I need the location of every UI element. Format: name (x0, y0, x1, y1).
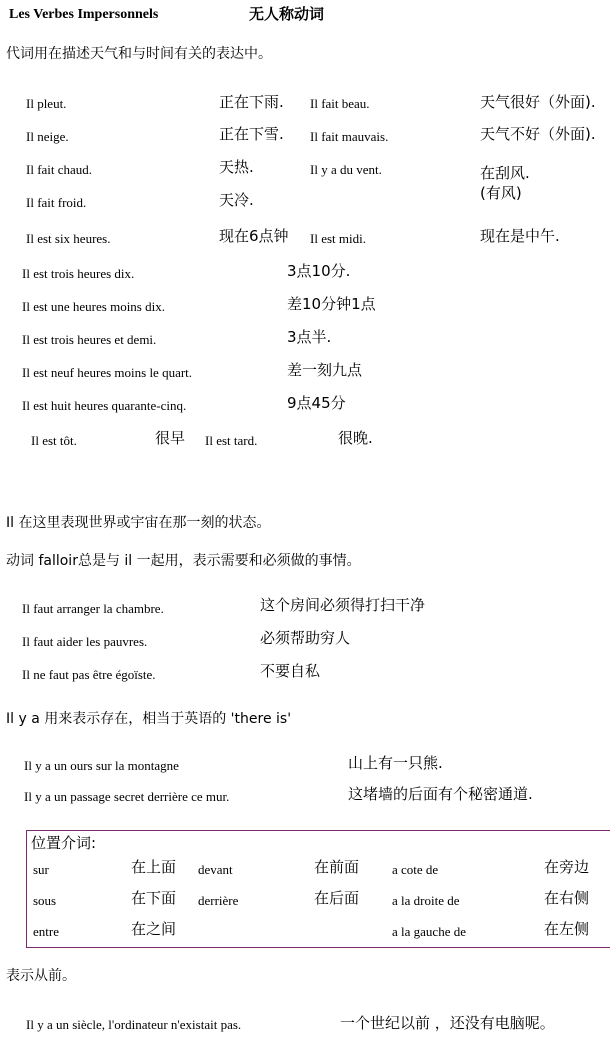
phrase-zh: 不要自私 (260, 662, 321, 680)
phrase-zh: 在刮风. (480, 164, 530, 182)
preposition-zh: 在后面 (314, 889, 360, 907)
preposition-zh: 在上面 (131, 858, 177, 876)
phrase-zh: 正在下雨. (219, 93, 284, 111)
preposition-fr: a la gauche de (392, 924, 466, 939)
note-il-y-a: Il y a 用来表示存在，相当于英语的 'there is' (6, 711, 292, 727)
preposition-zh: 在旁边 (544, 858, 590, 876)
phrase-zh: 差10分钟1点 (287, 295, 376, 313)
phrase-zh: 天气不好（外面). (480, 125, 596, 143)
preposition-fr: sur (33, 862, 49, 877)
preposition-zh: 在左侧 (544, 920, 590, 938)
preposition-zh: 在前面 (314, 858, 360, 876)
preposition-fr: a cote de (392, 862, 439, 877)
phrase-zh: 天气很好（外面). (480, 93, 596, 111)
phrase-zh: 正在下雪. (219, 125, 284, 143)
phrase-zh: 3点半. (287, 328, 332, 346)
phrase-zh: 差一刻九点 (287, 361, 363, 379)
title-french: Les Verbes Impersonnels (9, 7, 159, 22)
note-falloir: 动词 falloir总是与 il 一起用，表示需要和必须做的事情。 (6, 553, 361, 569)
phrase-fr: Il est six heures. (26, 231, 111, 246)
phrase-fr: Il est midi. (310, 231, 366, 246)
past-example-zh: 一个世纪以前 ，还没有电脑呢。 (340, 1014, 555, 1032)
phrase-zh: (有风) (480, 184, 522, 202)
title-chinese: 无人称动词 (249, 5, 325, 23)
phrase-zh: 这个房间必须得打扫干净 (260, 596, 426, 614)
phrase-fr: Il est trois heures et demi. (22, 332, 157, 347)
phrase-fr: Il fait froid. (26, 195, 87, 210)
preposition-zh: 在下面 (131, 889, 177, 907)
phrase-zh: 天冷. (219, 191, 254, 209)
phrase-fr: Il y a un passage secret derrière ce mur. (24, 789, 230, 804)
past-example-fr: Il y a un siècle, l'ordinateur n'existait pas. (26, 1017, 242, 1032)
preposition-fr: a la droite de (392, 893, 460, 908)
phrase-zh: 很早 (155, 429, 186, 447)
phrase-fr: Il est neuf heures moins le quart. (22, 365, 193, 380)
phrase-fr: Il pleut. (26, 96, 67, 111)
phrase-zh: 天热. (219, 158, 254, 176)
prepositions-title: 位置介词: (31, 834, 97, 852)
phrase-zh: 很晚. (338, 429, 373, 447)
phrase-fr: Il y a un ours sur la montagne (24, 758, 179, 773)
phrase-zh: 这堵墙的后面有个秘密通道. (348, 785, 533, 803)
preposition-zh: 在之间 (131, 920, 177, 938)
phrase-fr: Il est huit heures quarante-cinq. (22, 398, 187, 413)
phrase-zh: 山上有一只熊. (348, 754, 443, 772)
phrase-zh: 现在6点钟 (219, 227, 289, 245)
phrase-fr: Il est tôt. (31, 433, 77, 448)
phrase-fr: Il neige. (26, 129, 69, 144)
phrase-fr: Il fait beau. (310, 96, 370, 111)
phrase-fr: Il faut aider les pauvres. (22, 634, 148, 649)
phrase-fr: Il y a du vent. (310, 162, 382, 177)
phrase-fr: Il faut arranger la chambre. (22, 601, 164, 616)
phrase-zh: 3点10分. (287, 262, 351, 280)
preposition-fr: entre (33, 924, 59, 939)
phrase-zh: 9点45分 (287, 394, 346, 412)
phrase-fr: Il ne faut pas être égoïste. (22, 667, 156, 682)
phrase-fr: Il fait chaud. (26, 162, 93, 177)
preposition-fr: sous (33, 893, 57, 908)
phrase-fr: Il est tard. (205, 433, 258, 448)
phrase-fr: Il est trois heures dix. (22, 266, 135, 281)
phrase-zh: 现在是中午. (480, 227, 560, 245)
intro-text: 代词用在描述天气和与时间有关的表达中。 (6, 46, 272, 62)
note-past: 表示从前。 (6, 968, 76, 984)
phrase-zh: 必须帮助穷人 (260, 629, 351, 647)
phrase-fr: Il est une heures moins dix. (22, 299, 165, 314)
preposition-zh: 在右侧 (544, 889, 590, 907)
phrase-fr: Il fait mauvais. (310, 129, 389, 144)
note-il: Il 在这里表现世界或宇宙在那一刻的状态。 (6, 515, 271, 531)
preposition-fr: devant (198, 862, 233, 877)
preposition-fr: derrière (198, 893, 239, 908)
